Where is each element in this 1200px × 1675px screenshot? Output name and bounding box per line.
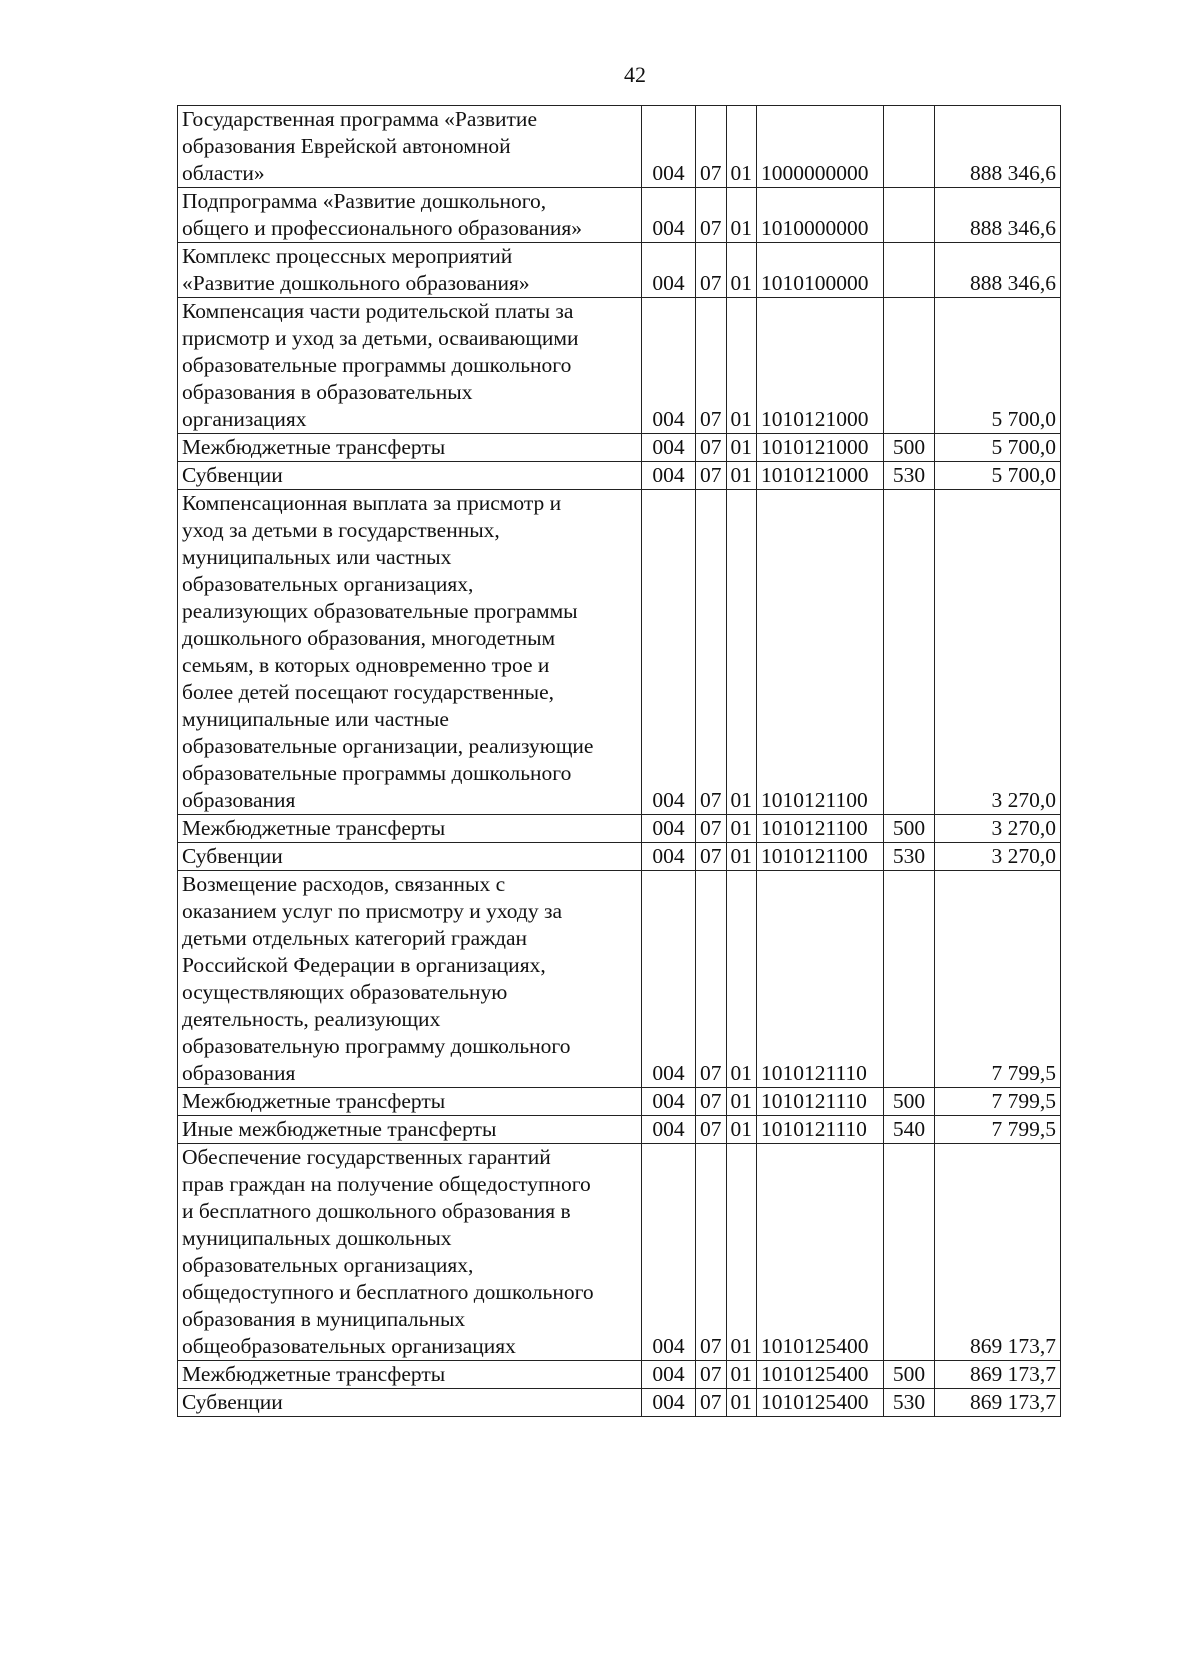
row-vr-cell: 500 <box>884 434 935 462</box>
row-vr-cell <box>884 106 935 188</box>
table-row <box>178 1144 1061 1361</box>
row-rz-cell: 07 <box>696 298 727 434</box>
row-rz-cell: 07 <box>696 188 727 243</box>
row-rz-cell: 07 <box>696 1361 727 1389</box>
row-sum-cell: 888 346,6 <box>935 188 1061 243</box>
row-csr-cell: 1010125400 <box>757 1361 884 1389</box>
budget-table <box>177 105 1061 1417</box>
row-ved-cell: 004 <box>642 871 696 1088</box>
table-row <box>178 490 1061 815</box>
row-sum-cell: 888 346,6 <box>935 106 1061 188</box>
row-vr-cell: 530 <box>884 843 935 871</box>
row-pr-cell: 01 <box>726 815 757 843</box>
row-sum-cell: 3 270,0 <box>935 815 1061 843</box>
row-pr-cell: 01 <box>726 434 757 462</box>
row-pr-cell: 01 <box>726 1116 757 1144</box>
row-sum-cell: 7 799,5 <box>935 1116 1061 1144</box>
row-sum-cell: 869 173,7 <box>935 1389 1061 1417</box>
row-rz-cell: 07 <box>696 1116 727 1144</box>
row-name-cell: Компенсация части родительской платы за присмотр и уход за детьми, осваивающими образовательные программы дошкольного образования в образовательных организациях <box>178 298 642 434</box>
row-name-cell: Межбюджетные трансферты <box>178 1088 642 1116</box>
row-pr-cell: 01 <box>726 298 757 434</box>
row-ved-cell: 004 <box>642 1116 696 1144</box>
table-row <box>178 1361 1061 1389</box>
row-pr-cell: 01 <box>726 1361 757 1389</box>
row-rz-cell: 07 <box>696 1144 727 1361</box>
row-name-cell: Обеспечение государственных гарантий прав граждан на получение общедоступного и бесплатного дошкольного образования в муниципальных дошкольных образовательных организациях, общедоступного и бесплатного дошкольного образования в муниципальных общеобразовательных организациях <box>178 1144 642 1361</box>
row-rz-cell: 07 <box>696 243 727 298</box>
row-sum-cell: 5 700,0 <box>935 434 1061 462</box>
row-name-cell: Субвенции <box>178 843 642 871</box>
row-name-cell: Межбюджетные трансферты <box>178 434 642 462</box>
row-vr-cell <box>884 243 935 298</box>
row-pr-cell: 01 <box>726 490 757 815</box>
row-ved-cell: 004 <box>642 843 696 871</box>
table-row <box>178 243 1061 298</box>
row-vr-cell: 500 <box>884 1088 935 1116</box>
row-sum-cell: 869 173,7 <box>935 1144 1061 1361</box>
row-ved-cell: 004 <box>642 490 696 815</box>
row-rz-cell: 07 <box>696 462 727 490</box>
row-pr-cell: 01 <box>726 871 757 1088</box>
row-rz-cell: 07 <box>696 434 727 462</box>
row-pr-cell: 01 <box>726 243 757 298</box>
table-row <box>178 843 1061 871</box>
row-rz-cell: 07 <box>696 106 727 188</box>
row-csr-cell: 1010100000 <box>757 243 884 298</box>
table-row <box>178 1088 1061 1116</box>
row-vr-cell: 500 <box>884 1361 935 1389</box>
row-vr-cell <box>884 1144 935 1361</box>
table-row <box>178 298 1061 434</box>
row-rz-cell: 07 <box>696 843 727 871</box>
row-ved-cell: 004 <box>642 1088 696 1116</box>
row-csr-cell: 1010121000 <box>757 462 884 490</box>
row-name-cell: Межбюджетные трансферты <box>178 1361 642 1389</box>
row-name-cell: Возмещение расходов, связанных с оказанием услуг по присмотру и уходу за детьми отдельных категорий граждан Российской Федерации в организациях, осуществляющих образовательную деятельность, реализующих образовательную программу дошкольного образования <box>178 871 642 1088</box>
row-name-cell: Государственная программа «Развитие образования Еврейской автономной области» <box>178 106 642 188</box>
row-csr-cell: 1010121100 <box>757 815 884 843</box>
row-ved-cell: 004 <box>642 188 696 243</box>
table-row <box>178 106 1061 188</box>
row-ved-cell: 004 <box>642 243 696 298</box>
row-sum-cell: 5 700,0 <box>935 298 1061 434</box>
table-row <box>178 462 1061 490</box>
row-csr-cell: 1010121100 <box>757 843 884 871</box>
row-ved-cell: 004 <box>642 106 696 188</box>
row-vr-cell <box>884 490 935 815</box>
row-csr-cell: 1010121100 <box>757 490 884 815</box>
table-row <box>178 871 1061 1088</box>
row-pr-cell: 01 <box>726 462 757 490</box>
row-vr-cell: 530 <box>884 462 935 490</box>
row-rz-cell: 07 <box>696 1088 727 1116</box>
row-pr-cell: 01 <box>726 106 757 188</box>
row-sum-cell: 7 799,5 <box>935 871 1061 1088</box>
row-ved-cell: 004 <box>642 1389 696 1417</box>
row-vr-cell: 500 <box>884 815 935 843</box>
row-name-cell: Комплекс процессных мероприятий «Развитие дошкольного образования» <box>178 243 642 298</box>
row-name-cell: Подпрограмма «Развитие дошкольного, общего и профессионального образования» <box>178 188 642 243</box>
row-vr-cell <box>884 298 935 434</box>
table-row <box>178 1116 1061 1144</box>
row-csr-cell: 1010121110 <box>757 871 884 1088</box>
row-ved-cell: 004 <box>642 434 696 462</box>
row-csr-cell: 1010125400 <box>757 1144 884 1361</box>
row-csr-cell: 1010121110 <box>757 1088 884 1116</box>
row-rz-cell: 07 <box>696 490 727 815</box>
row-ved-cell: 004 <box>642 1144 696 1361</box>
row-name-cell: Иные межбюджетные трансферты <box>178 1116 642 1144</box>
row-ved-cell: 004 <box>642 815 696 843</box>
row-rz-cell: 07 <box>696 871 727 1088</box>
table-row <box>178 1389 1061 1417</box>
row-name-cell: Субвенции <box>178 462 642 490</box>
row-ved-cell: 004 <box>642 1361 696 1389</box>
row-vr-cell: 540 <box>884 1116 935 1144</box>
row-csr-cell: 1010000000 <box>757 188 884 243</box>
row-vr-cell <box>884 188 935 243</box>
row-sum-cell: 869 173,7 <box>935 1361 1061 1389</box>
budget-table-body <box>178 106 1061 1417</box>
row-csr-cell: 1000000000 <box>757 106 884 188</box>
row-sum-cell: 7 799,5 <box>935 1088 1061 1116</box>
row-sum-cell: 888 346,6 <box>935 243 1061 298</box>
page-number: 42 <box>624 62 646 87</box>
row-name-cell: Компенсационная выплата за присмотр и уход за детьми в государственных, муниципальных или частных образовательных организациях, реализующих образовательные программы дошкольного образования, многодетным семьям, в которых одновременно трое и более детей посещают государственные, муниципальные или частные образовательные организации, реализующие образовательные программы дошкольного образования <box>178 490 642 815</box>
row-pr-cell: 01 <box>726 188 757 243</box>
row-pr-cell: 01 <box>726 1088 757 1116</box>
row-vr-cell <box>884 871 935 1088</box>
row-csr-cell: 1010121000 <box>757 434 884 462</box>
table-row <box>178 815 1061 843</box>
row-csr-cell: 1010121000 <box>757 298 884 434</box>
table-row <box>178 188 1061 243</box>
row-sum-cell: 3 270,0 <box>935 843 1061 871</box>
row-ved-cell: 004 <box>642 298 696 434</box>
row-name-cell: Межбюджетные трансферты <box>178 815 642 843</box>
table-row <box>178 434 1061 462</box>
row-ved-cell: 004 <box>642 462 696 490</box>
row-pr-cell: 01 <box>726 843 757 871</box>
row-pr-cell: 01 <box>726 1144 757 1361</box>
row-name-cell: Субвенции <box>178 1389 642 1417</box>
row-rz-cell: 07 <box>696 815 727 843</box>
row-sum-cell: 5 700,0 <box>935 462 1061 490</box>
row-rz-cell: 07 <box>696 1389 727 1417</box>
row-sum-cell: 3 270,0 <box>935 490 1061 815</box>
row-csr-cell: 1010125400 <box>757 1389 884 1417</box>
row-csr-cell: 1010121110 <box>757 1116 884 1144</box>
row-pr-cell: 01 <box>726 1389 757 1417</box>
row-vr-cell: 530 <box>884 1389 935 1417</box>
